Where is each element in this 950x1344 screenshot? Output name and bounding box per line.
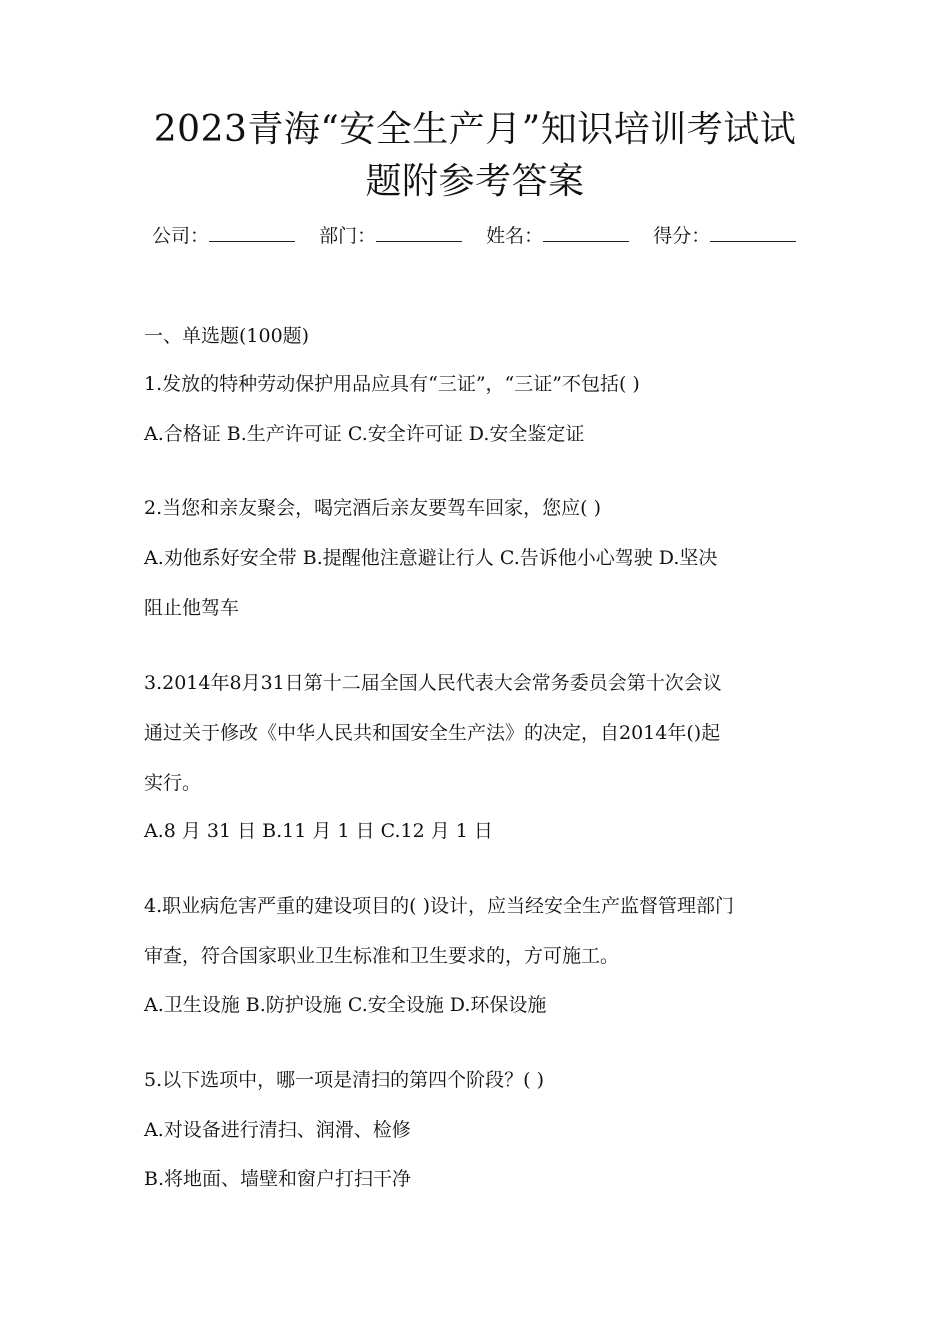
department-blank[interactable]: [376, 223, 462, 242]
question-2-options-line-1: A.劝他系好安全带 B.提醒他注意避让行人 C.告诉他小心驾驶 D.坚决: [144, 547, 718, 569]
score-blank[interactable]: [710, 223, 796, 242]
question-4-options-line-1: A.卫生设施 B.防护设施 C.安全设施 D.环保设施: [144, 994, 547, 1016]
section-heading: 一、单选题(100题): [144, 325, 310, 347]
document-title-line-2: 题附参考答案: [365, 161, 585, 202]
question-3-stem-line-1: 3.2014年8月31日第十二届全国人民代表大会常务委员会第十次会议: [144, 672, 722, 694]
name-blank[interactable]: [543, 223, 629, 242]
question-1-stem-line-1: 1.发放的特种劳动保护用品应具有“三证”，“三证”不包括( ): [144, 373, 640, 395]
question-1-options-line-1: A.合格证 B.生产许可证 C.安全许可证 D.安全鉴定证: [144, 423, 585, 445]
question-3-stem-line-3: 实行。: [144, 772, 202, 794]
question-3-options-line-1: A.8 月 31 日 B.11 月 1 日 C.12 月 1 日: [144, 820, 493, 842]
question-3-stem-line-2: 通过关于修改《中华人民共和国安全生产法》的决定，自2014年()起: [144, 722, 721, 744]
department-label: 部门：: [319, 225, 377, 247]
name-label: 姓名：: [486, 225, 544, 247]
company-label: 公司：: [152, 225, 210, 247]
question-5-options-line-1: A.对设备进行清扫、润滑、检修: [144, 1119, 411, 1141]
question-4-stem-line-1: 4.职业病危害严重的建设项目的( )设计，应当经安全生产监督管理部门: [144, 895, 734, 917]
company-blank[interactable]: [209, 223, 295, 242]
score-label: 得分：: [653, 225, 711, 247]
question-5-stem-line-1: 5.以下选项中，哪一项是清扫的第四个阶段？( ): [144, 1069, 544, 1091]
document-title-line-1: 2023青海“安全生产月”知识培训考试试: [153, 109, 797, 150]
question-2-stem-line-1: 2.当您和亲友聚会，喝完酒后亲友要驾车回家，您应( ): [144, 497, 601, 519]
question-5-options-line-2: B.将地面、墙壁和窗户打扫干净: [144, 1168, 412, 1190]
info-fields-row: [152, 222, 796, 250]
question-2-options-line-2: 阻止他驾车: [144, 597, 240, 619]
question-4-stem-line-2: 审查，符合国家职业卫生标准和卫生要求的，方可施工。: [144, 945, 620, 967]
